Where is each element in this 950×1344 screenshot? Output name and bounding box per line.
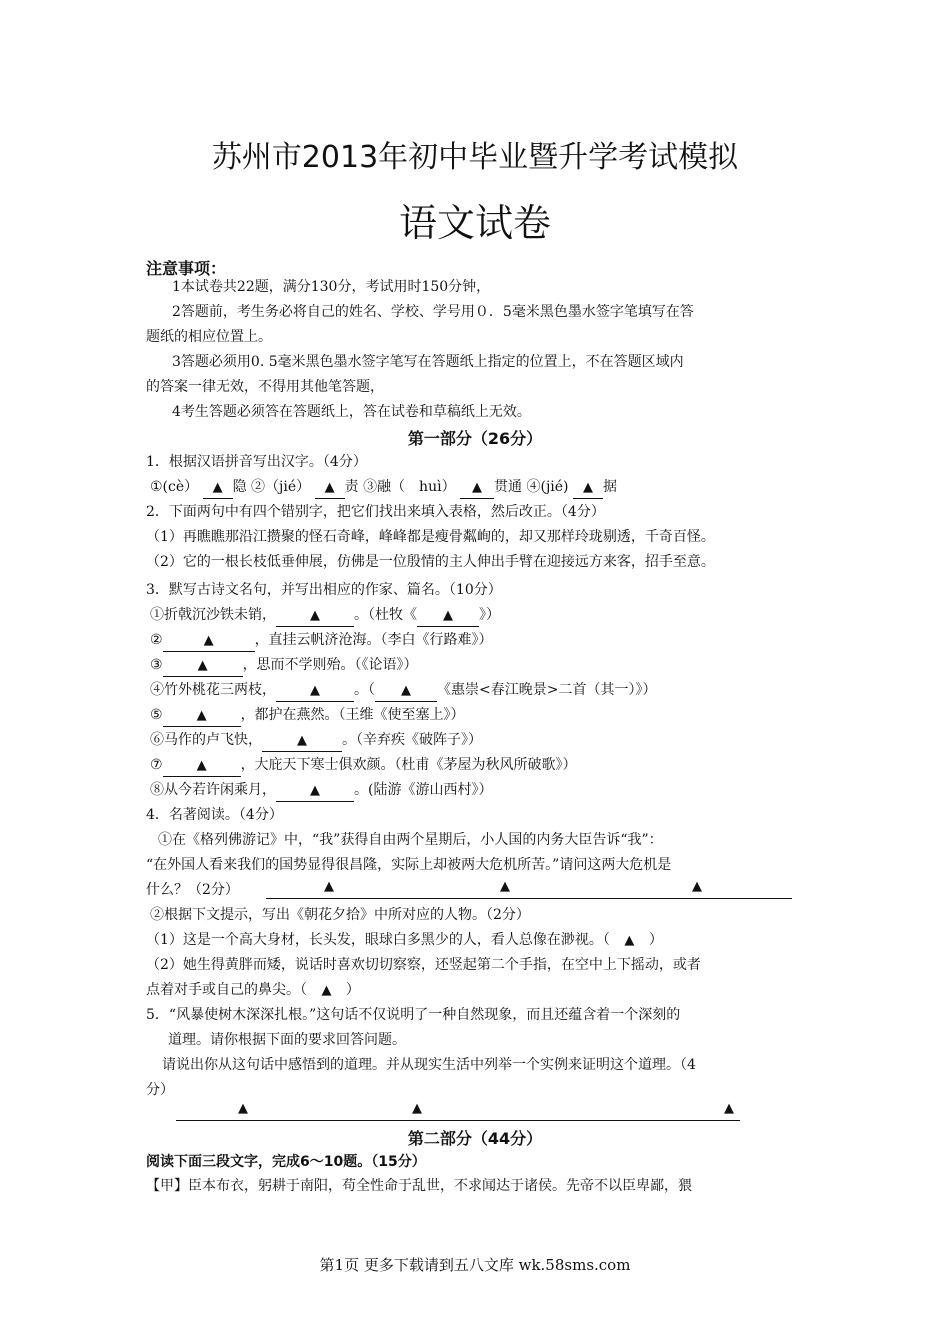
q5-line-1: 5．“风暴使树木深深扎根。”这句话不仅说明了一种自然现象，而且还蕴含着一个深刻的 bbox=[146, 1007, 681, 1023]
q1-blank-3[interactable] bbox=[460, 477, 494, 499]
q5-answer-mark-3: ▲ bbox=[724, 1101, 734, 1116]
q3-line-5-text: ，都护在燕然。（王维《使至塞上》） bbox=[240, 707, 465, 723]
q4-sub-1 bbox=[146, 930, 663, 951]
q3-line-2 bbox=[150, 630, 493, 652]
notice-item-4: 4考生答题必须答在答题纸上，答在试卷和草稿纸上无效。 bbox=[172, 404, 531, 420]
q3-line-7-text: ，大庇天下寒士俱欢颜。（杜甫《茅屋为秋风所破歌》） bbox=[240, 757, 577, 773]
q1-char-3: 贯通 bbox=[494, 479, 523, 495]
q3-line-1-source: 。（杜牧《 bbox=[354, 607, 417, 623]
q3-line-5 bbox=[150, 705, 465, 727]
q3-line-7-num: ⑦ bbox=[150, 757, 163, 773]
q3-blank-4[interactable] bbox=[276, 680, 354, 702]
q3-line-2-text: ，直挂云帆济沧海。（李白《行路难》） bbox=[254, 632, 493, 648]
q2-sentence-1: （1）再瞧瞧那沿江攒聚的怪石奇峰，峰峰都是瘦骨粼峋的，却又那样玲珑剔透，千奇百怪。 bbox=[146, 529, 715, 545]
notice-item-2: 2答题前，考生务必将自己的姓名、学校、学号用０．5毫米黑色墨水签字笔填写在答 bbox=[172, 304, 694, 320]
q1-stem: 1．根据汉语拼音写出汉字。（4分） bbox=[146, 454, 367, 470]
part1-heading: 第一部分（26分） bbox=[407, 429, 543, 448]
q3-blank-1b-mark: ▲ bbox=[443, 608, 453, 623]
q4-item-2: ②根据下文提示，写出《朝花夕拾》中所对应的人物。（2分） bbox=[150, 907, 530, 923]
q4-item-1-question: 什么？（2分） bbox=[146, 882, 239, 898]
q3-blank-1[interactable] bbox=[276, 605, 354, 627]
q3-blank-1b[interactable] bbox=[417, 605, 479, 627]
q1-pinyin-1: ①(cè） bbox=[150, 479, 199, 495]
q3-blank-5-mark: ▲ bbox=[196, 708, 207, 723]
exam-title: 苏州市2013年初中毕业暨升学考试模拟 bbox=[211, 140, 739, 175]
q1-blank-3-mark: ▲ bbox=[472, 480, 483, 495]
q3-blank-6-mark: ▲ bbox=[297, 733, 307, 748]
q3-blank-2[interactable] bbox=[163, 630, 255, 652]
q1-blank-1-mark: ▲ bbox=[212, 480, 223, 495]
q1-blank-2[interactable] bbox=[315, 477, 345, 499]
q1-pinyin-2: ②（jié） bbox=[251, 479, 311, 495]
q1-char-4: 据 bbox=[602, 479, 617, 495]
exam-subtitle: 语文试卷 bbox=[398, 201, 551, 245]
q3-line-4 bbox=[150, 680, 656, 702]
q4-sub-2-close: ） bbox=[345, 982, 360, 998]
q3-line-7 bbox=[150, 755, 577, 777]
q1-pinyin-4: ④(jié) bbox=[526, 479, 569, 495]
q4-answer-mark-3: ▲ bbox=[692, 879, 702, 894]
q3-line-6-source: 。（辛弃疾《破阵子》） bbox=[342, 732, 482, 748]
q3-blank-3-mark: ▲ bbox=[197, 658, 208, 673]
passage-jia: 【甲】臣本布衣，躬耕于南阳，苟全性命于乱世，不求闻达于诸侯。先帝不以臣卑鄙，猥 bbox=[146, 1178, 692, 1194]
q1-blank-1[interactable] bbox=[203, 477, 233, 499]
q1-pinyin-3: ③融（ huì） bbox=[363, 479, 456, 495]
q3-blank-2-mark: ▲ bbox=[203, 633, 214, 648]
q3-line-3-num: ③ bbox=[150, 657, 163, 673]
q3-line-8-text: ⑧从今若许闲乘月， bbox=[150, 782, 276, 798]
q5-line-2: 道理。请你根据下面的要求回答问题。 bbox=[168, 1032, 406, 1048]
q3-blank-8[interactable] bbox=[276, 780, 354, 802]
q4-sub-1-blank[interactable]: ▲ bbox=[624, 933, 635, 948]
q1-char-2: 责 bbox=[344, 479, 359, 495]
q3-line-5-num: ⑤ bbox=[150, 707, 163, 723]
q4-stem: 4．名著阅读。（4分） bbox=[146, 807, 283, 823]
notice-item-3: 3答题必须用0. 5毫米黑色墨水签字笔写在答题纸上指定的位置上，不在答题区域内 bbox=[172, 354, 684, 370]
q2-sentence-2: （2）它的一根长枝低垂伸展，仿佛是一位殷情的主人伸出手臂在迎接远方来客，招手至意。 bbox=[146, 554, 715, 570]
q4-sub-2-blank[interactable]: ▲ bbox=[321, 983, 332, 998]
q4-sub-1-text: （1）这是一个高大身材，长头发，眼球白多黑少的人，看人总像在渺视。（ bbox=[146, 932, 610, 948]
q1-blank-2-mark: ▲ bbox=[324, 480, 335, 495]
q3-blank-4-mark: ▲ bbox=[310, 683, 320, 698]
q3-line-4-text: ④竹外桃花三两枝， bbox=[150, 682, 276, 698]
q3-blank-3[interactable] bbox=[163, 655, 243, 677]
q3-line-2-num: ② bbox=[150, 632, 163, 648]
q3-blank-6[interactable] bbox=[262, 730, 342, 752]
q3-blank-4b[interactable] bbox=[375, 680, 437, 702]
q3-line-3 bbox=[150, 655, 418, 677]
q4-sub-2-text: 点着对手或自己的鼻尖。（ bbox=[146, 982, 307, 998]
q3-line-4-paren: 。（ bbox=[354, 682, 375, 698]
q2-stem: 2．下面两句中有四个错别字，把它们找出来填入表格，然后改正。（4分） bbox=[146, 504, 605, 520]
q4-answer-line[interactable] bbox=[266, 880, 792, 899]
q3-blank-7[interactable] bbox=[163, 755, 241, 777]
q4-sub-2-cont bbox=[146, 980, 360, 1001]
q5-answer-line[interactable] bbox=[176, 1102, 740, 1121]
q3-line-8-source: 。(陆游《游山西村》） bbox=[354, 782, 493, 798]
q3-line-1-text: ①折戟沉沙铁未销， bbox=[150, 607, 276, 623]
reading-instruction: 阅读下面三段文字，完成6～10题。（15分） bbox=[146, 1154, 426, 1170]
q1-blank-4-mark: ▲ bbox=[582, 480, 593, 495]
notice-item-3-cont: 的答案一律无效，不得用其他笔答题， bbox=[146, 379, 384, 395]
q5-answer-mark-2: ▲ bbox=[412, 1101, 422, 1116]
q4-sub-1-close: ） bbox=[648, 932, 663, 948]
notice-item-1: 1本试卷共22题，满分130分，考试用时150分钟， bbox=[172, 279, 491, 295]
q3-blank-5[interactable] bbox=[163, 705, 241, 727]
q1-char-1: 隐 bbox=[232, 479, 247, 495]
notice-item-2-cont: 题纸的相应位置上。 bbox=[146, 329, 272, 345]
part2-heading: 第二部分（44分） bbox=[407, 1129, 543, 1148]
q4-item-1: ①在《格列佛游记》中，“我”获得自由两个星期后，小人国的内务大臣告诉“我”： bbox=[158, 832, 663, 848]
q3-line-6-text: ⑥马作的卢飞快， bbox=[150, 732, 262, 748]
q4-answer-mark-2: ▲ bbox=[500, 879, 510, 894]
q3-line-1-close: 》） bbox=[479, 607, 500, 623]
q1-line bbox=[150, 477, 617, 499]
q5-line-4: 分） bbox=[146, 1082, 174, 1098]
q1-blank-4[interactable] bbox=[573, 477, 603, 499]
q3-blank-4b-mark: ▲ bbox=[401, 683, 411, 698]
notice-heading: 注意事项： bbox=[146, 259, 227, 278]
page-footer: 第1页 更多下载请到五八文库 wk.58sms.com bbox=[319, 1256, 631, 1274]
q3-blank-1-mark: ▲ bbox=[310, 608, 320, 623]
q4-answer-mark-1: ▲ bbox=[324, 879, 334, 894]
q3-line-8 bbox=[150, 780, 492, 802]
q3-line-3-text: ，思而不学则殆。（《论语》） bbox=[242, 657, 418, 673]
q5-line-3: 请说出你从这句话中感悟到的道理。并从现实生活中列举一个实例来证明这个道理。（4 bbox=[162, 1057, 696, 1073]
q5-answer-mark-1: ▲ bbox=[238, 1101, 248, 1116]
q3-line-4-source: 《惠崇<春江晚景>二首（其一）》） bbox=[437, 682, 657, 698]
q3-stem: 3．默写古诗文名句，并写出相应的作家、篇名。（10分） bbox=[146, 582, 502, 598]
q3-blank-7-mark: ▲ bbox=[196, 758, 207, 773]
q4-item-1-cont: “在外国人看来我们的国势显得很昌隆，实际上却被两大危机所苦。”请问这两大危机是 bbox=[146, 857, 672, 873]
q4-sub-2: （2）她生得黄胖而矮，说话时喜欢切切察察，还竖起第二个手指，在空中上下摇动，或者 bbox=[146, 957, 701, 973]
q3-line-1 bbox=[150, 605, 500, 627]
q3-line-6 bbox=[150, 730, 482, 752]
q3-blank-8-mark: ▲ bbox=[310, 783, 320, 798]
